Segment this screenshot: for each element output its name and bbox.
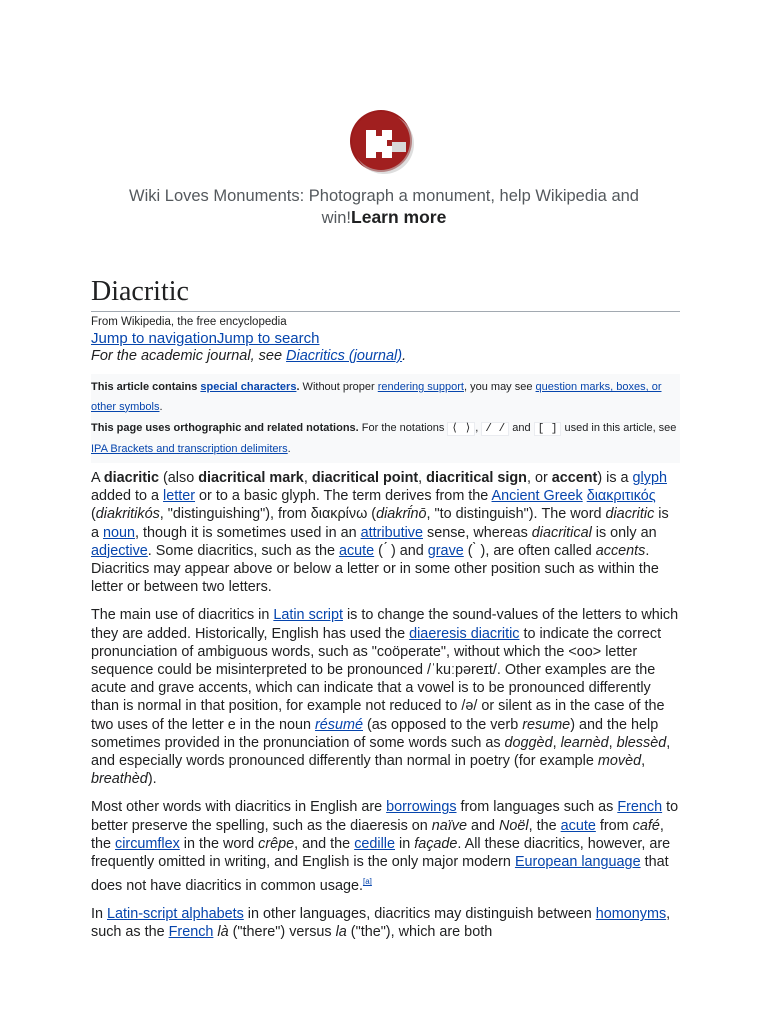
- ipa-brackets-link[interactable]: IPA Brackets and transcription delimiters: [91, 442, 288, 455]
- text: to better preserve the spelling, such as the diaeresis on: [91, 799, 679, 834]
- notation-slash: / /: [481, 422, 509, 436]
- french-link[interactable]: French: [617, 799, 663, 816]
- french-link[interactable]: French: [168, 924, 214, 941]
- text: from: [595, 817, 633, 834]
- text: is only an: [591, 524, 657, 541]
- resume-link[interactable]: résumé: [315, 716, 363, 733]
- italic-term: diacritic: [605, 506, 655, 523]
- ancient-greek-link[interactable]: Ancient Greek: [491, 488, 583, 505]
- notice-end: .: [287, 442, 291, 455]
- paragraph-3: [91, 798, 680, 895]
- italic-term: là: [217, 924, 229, 941]
- bold-term: diacritic: [103, 470, 160, 486]
- text: Most other words with diacritics in English are: [91, 799, 387, 816]
- text: . Some diacritics, such as the: [147, 542, 339, 559]
- text: In: [91, 906, 107, 923]
- italic-term: façade: [414, 835, 458, 852]
- text: , though it is sometimes used in an: [135, 524, 361, 541]
- notice-text: For the notations: [358, 422, 448, 434]
- text: (: [91, 506, 96, 523]
- text: ("there") versus: [228, 924, 336, 941]
- text: in other languages, diacritics may distinguish between: [243, 906, 596, 923]
- footnote-ref[interactable]: [a]: [362, 877, 372, 887]
- text: A: [91, 470, 104, 486]
- text: , the: [528, 817, 561, 834]
- italic-term: diakrī́nō: [376, 506, 427, 523]
- notation-bracket: [ ]: [534, 422, 562, 436]
- homonyms-link[interactable]: homonyms: [595, 906, 667, 923]
- text: , and the: [294, 835, 355, 852]
- acute-link[interactable]: acute: [560, 817, 596, 834]
- text: ,: [608, 734, 617, 751]
- glyph-link[interactable]: glyph: [632, 470, 667, 486]
- question-marks-link[interactable]: question marks, boxes, or other symbols: [91, 381, 662, 413]
- text: is to change the sound-values of the letters to which they are added. Historically, English has used the: [91, 607, 679, 642]
- text: is a: [91, 506, 669, 541]
- hatnote-suffix: .: [402, 348, 407, 364]
- hatnote: [91, 348, 680, 364]
- italic-term: café: [632, 817, 660, 834]
- latin-script-link[interactable]: Latin script: [273, 607, 343, 624]
- jump-to-navigation-link[interactable]: Jump to navigation: [91, 330, 217, 347]
- special-characters-link[interactable]: special characters: [200, 381, 297, 393]
- italic-term: diakritikós: [95, 506, 160, 523]
- text: that does not have diacritics in common usage.: [91, 854, 669, 895]
- italic-term: crêpe: [258, 835, 295, 852]
- text: ,: [641, 753, 646, 770]
- notice-sep: and: [509, 422, 534, 434]
- italic-term: resume: [522, 716, 571, 733]
- italic-term: accents: [595, 542, 646, 559]
- paragraph-1: [91, 469, 680, 596]
- bold-term: diacritical point: [311, 470, 419, 486]
- text: ( ́ ) and: [374, 542, 428, 559]
- text: ,: [418, 470, 427, 486]
- latin-script-alphabets-link[interactable]: Latin-script alphabets: [107, 906, 244, 923]
- italic-term: doggèd: [504, 734, 553, 751]
- article-content: [91, 276, 680, 952]
- italic-term: movèd: [597, 753, 642, 770]
- italic-term: learnèd: [560, 734, 609, 751]
- notice-text: , you may see: [464, 381, 536, 393]
- notice-sep: ,: [475, 422, 482, 434]
- text: sense, whereas: [423, 524, 532, 541]
- bold-term: diacritical mark: [198, 470, 304, 486]
- banner-message: [110, 186, 658, 229]
- text: , or: [526, 470, 552, 486]
- italic-term: Noël: [499, 817, 529, 834]
- campaign-banner: [0, 108, 768, 229]
- text: ) and the help sometimes provided in the pronunciation of some words such as: [91, 716, 659, 751]
- text: or to a basic glyph. The term derives from the: [195, 488, 492, 505]
- text: , and especially words pronounced differently than normal in poetry (for example: [91, 734, 671, 770]
- page-title: Diacritic: [91, 276, 680, 312]
- acute-link[interactable]: acute: [338, 542, 375, 559]
- letter-link[interactable]: letter: [163, 488, 196, 505]
- cedille-link[interactable]: cedille: [354, 835, 395, 852]
- notation-angle: ⟨ ⟩: [447, 422, 475, 436]
- italic-term: diacritical: [531, 524, 592, 541]
- special-characters-notice: [91, 378, 680, 417]
- text: to indicate the correct pronunciation of ambiguous words, such as "coöperate", without which the <oo> letter sequence could be misinterpreted to be pronounced /ˈkuːpəreɪt/. Other examples are the acute and grave accents, which can indicate that a vowel is to be pronounced differently than is normal in that position, for example not reduced to /ə/ or silent as in the case of the two uses of the letter e in the noun: [91, 625, 665, 733]
- bold-term: accent: [551, 470, 598, 486]
- text: . Diacritics may appear above or below a letter or in some other position such as within the letter or between two letters.: [91, 542, 659, 596]
- text: (as opposed to the verb: [363, 716, 523, 733]
- greek-word-link[interactable]: διακριτικός: [586, 488, 656, 505]
- text: and: [467, 817, 500, 834]
- noun-link[interactable]: noun: [103, 524, 136, 541]
- european-language-link[interactable]: European language: [514, 854, 641, 871]
- rendering-support-link[interactable]: rendering support: [377, 381, 464, 393]
- grave-link[interactable]: grave: [427, 542, 464, 559]
- text: in: [395, 835, 415, 852]
- jump-to-search-link[interactable]: Jump to search: [216, 330, 320, 347]
- italic-term: blessèd: [616, 734, 667, 751]
- learn-more-link[interactable]: Learn more: [351, 207, 447, 227]
- text: , the: [91, 817, 664, 852]
- notice-box: [91, 374, 680, 463]
- text: (also: [159, 470, 199, 486]
- circumflex-link[interactable]: circumflex: [115, 835, 180, 852]
- notice-text: Without proper: [299, 381, 378, 393]
- notice-bold: This article contains: [91, 381, 201, 393]
- text: ( ̀ ), are often called: [463, 542, 596, 559]
- notice-text: used in this article, see: [561, 422, 677, 434]
- notice-bold: This page uses orthographic and related notations.: [91, 422, 359, 434]
- text: . All these diacritics, however, are frequently omitted in writing, and English is the only major modern: [91, 835, 671, 871]
- italic-term: la: [335, 924, 347, 941]
- borrowings-link[interactable]: borrowings: [386, 799, 457, 816]
- text: ,: [303, 470, 312, 486]
- banner-text: Wiki Loves Monuments: Photograph a monument, help Wikipedia and win!: [129, 187, 639, 227]
- text: ,: [552, 734, 561, 751]
- text: ).: [147, 771, 157, 788]
- paragraph-2: [91, 606, 680, 788]
- diaeresis-link[interactable]: diaeresis diacritic: [409, 625, 520, 642]
- jump-links: [91, 330, 680, 347]
- paragraph-4: [91, 905, 680, 941]
- hatnote-link[interactable]: Diacritics (journal): [286, 348, 403, 364]
- text: ("the"), which are both: [346, 924, 493, 941]
- text: , such as the: [91, 906, 671, 941]
- text: , "distinguishing"), from διακρίνω (: [159, 506, 377, 523]
- text: added to a: [91, 488, 164, 505]
- italic-term: breathèd: [91, 771, 148, 788]
- text: The main use of diacritics in: [91, 607, 274, 624]
- attributive-link[interactable]: attributive: [360, 524, 423, 541]
- text: ) is a: [597, 470, 633, 486]
- wiki-loves-monuments-logo-icon: [348, 108, 420, 180]
- italic-term: naïve: [431, 817, 467, 834]
- notice-end: .: [159, 400, 163, 413]
- text: from languages such as: [456, 799, 618, 816]
- notice-bold-end: .: [296, 381, 300, 393]
- text: in the word: [179, 835, 259, 852]
- site-tagline: From Wikipedia, the free encyclopedia: [91, 316, 287, 328]
- notations-notice: [91, 419, 680, 459]
- adjective-link[interactable]: adjective: [91, 542, 148, 559]
- text: , "to distinguish"). The word: [426, 506, 606, 523]
- bold-term: diacritical sign: [426, 470, 527, 486]
- hatnote-text: For the academic journal, see: [91, 348, 287, 364]
